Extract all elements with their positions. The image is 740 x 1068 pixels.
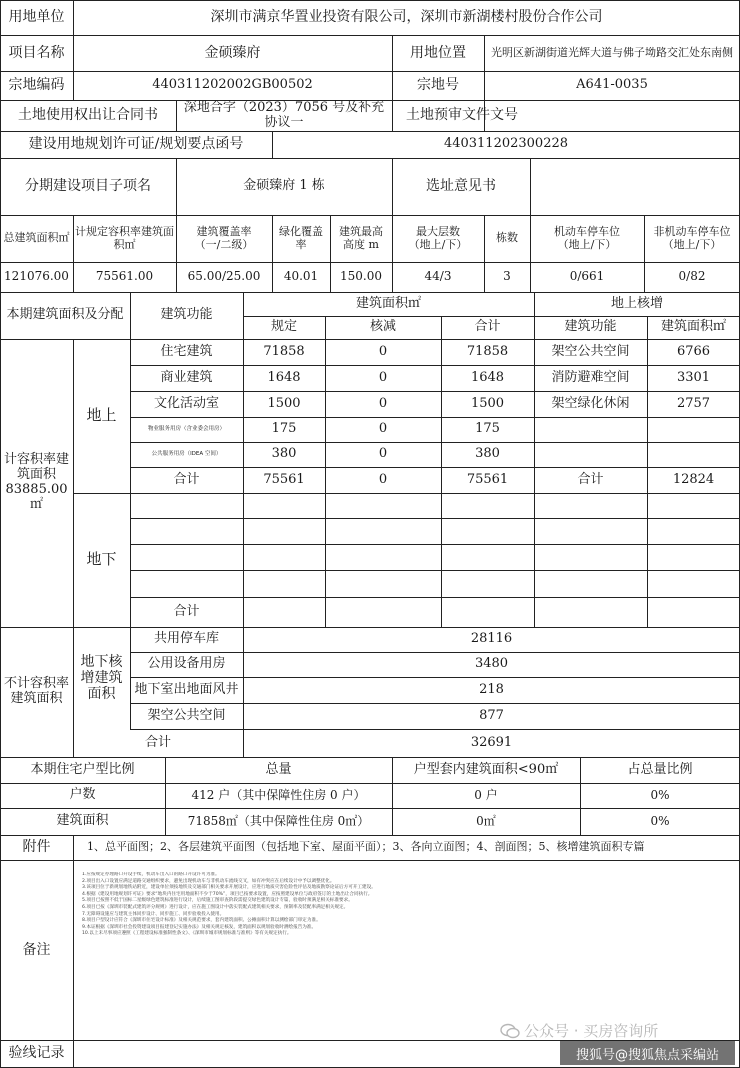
row-inc-area <box>647 442 740 467</box>
row-deduct: 0 <box>378 395 388 411</box>
parcel-no-value: A641-0035 <box>576 77 648 93</box>
row-deduct: 0 <box>378 369 388 385</box>
above-total-inc-name: 合计 <box>577 471 604 487</box>
sub-project-value: 金硕臻府 1 栋 <box>243 178 325 194</box>
permit-label: 建设用地规划许可证/规划要点函号 <box>28 136 244 153</box>
row-spec: 380 <box>271 446 297 462</box>
preliminary-label: 土地预审文件文号 <box>406 107 518 124</box>
indicator-header-floors: 最大层数（地上/下） <box>408 224 468 251</box>
above-ground-label: 地上 <box>86 406 117 425</box>
parcel-code-label: 宗地编码 <box>8 77 65 94</box>
inc-function-header: 建筑功能 <box>564 319 617 335</box>
indicator-header-car-parking: 机动车停车位（地上/下） <box>554 224 620 251</box>
row-inc-area: 2757 <box>676 395 711 411</box>
land-user-value: 深圳市满京华置业投资有限公司，深圳市新湖楼村股份合作公司 <box>210 9 603 26</box>
project-name-value: 金硕臻府 <box>204 44 261 61</box>
row-deduct: 0 <box>378 446 388 462</box>
area-ratio-total: 71858㎡（其中保障性住房 0㎡） <box>187 813 370 828</box>
account-watermark-text: 公众号 · 买房咨询所 <box>524 1022 659 1040</box>
attachments-label: 附件 <box>22 839 51 856</box>
row-inc-area <box>647 417 740 442</box>
indicator-value-green: 40.01 <box>283 269 319 284</box>
inc-area-header: 建筑面积㎡ <box>660 319 726 335</box>
area-group-header: 建筑面积㎡ <box>355 295 421 311</box>
non-far-row-name: 共用停车库 <box>153 631 219 647</box>
indicator-value-total-area: 121076.00 <box>4 269 69 284</box>
non-far-row-value: 3480 <box>474 656 509 672</box>
indicator-header-far-area: 计规定容积率建筑面积㎡ <box>75 224 174 251</box>
indicator-header-total-area: 总建筑面积㎡ <box>3 231 70 245</box>
indicator-header-coverage: 建筑覆盖率（一/二级） <box>194 224 254 251</box>
ratio-col-small: 户型套内建筑面积<90㎡ <box>413 761 559 777</box>
sub-project-label: 分期建设项目子项名 <box>25 178 151 195</box>
row-name: 商业建筑 <box>160 369 213 385</box>
row-inc-area: 6766 <box>676 343 711 359</box>
above-total-inc-area: 12824 <box>672 471 715 487</box>
land-location-label: 用地位置 <box>410 44 466 61</box>
non-far-row-value: 28116 <box>470 631 513 647</box>
below-ground-label: 地下 <box>86 550 117 569</box>
non-far-total-value: 32691 <box>470 734 513 750</box>
row-spec: 1648 <box>267 369 301 385</box>
indicator-value-car-parking: 0/661 <box>569 269 605 284</box>
remark-line: 9.本证根据《深圳市社会投资建设项目报建登记实施办法》及相关规定核发，建筑面积以规划验收时测绘报告为准。 <box>82 924 317 930</box>
remark-line: 1.应按规定办理路口开设手续，机动车出入口的路口开设许可为准。 <box>82 872 220 877</box>
indicator-value-height: 150.00 <box>340 269 382 284</box>
acceptance-value <box>73 1040 553 1067</box>
row-inc-area: 3301 <box>676 369 711 385</box>
contract-value: 深地合字（2023）7056 号及补充协议一 <box>183 100 385 130</box>
above-total-total: 75561 <box>466 471 509 487</box>
above-total-deduct: 0 <box>378 471 388 487</box>
indicator-header-green: 绿化覆盖率 <box>279 224 323 251</box>
row-name: 文化活动室 <box>153 395 219 411</box>
remark-line: 3.该项目位于新规划地铁站附近，建设单位须按地铁及交通部门相关要求开展设计，应进行地质灾害危险性评估及地质勘察论证后方可开工建设。 <box>82 885 376 891</box>
attachments-text: 1、总平面图；2、各层建筑平面图（包括地下室、屋面平面）；3、各向立面图；4、剖面图；5、核增建筑面积专篇 <box>87 840 645 854</box>
households-total: 412 户（其中保障性住房 0 户） <box>191 787 366 802</box>
indicator-value-floors: 44/3 <box>424 269 452 284</box>
non-far-row-value: 218 <box>479 681 504 697</box>
households-label: 户数 <box>69 787 96 803</box>
area-function-header: 建筑功能 <box>160 307 213 323</box>
indicator-value-buildings: 3 <box>503 269 511 284</box>
row-name: 住宅建筑 <box>160 343 213 359</box>
remark-line: 5.项目已按照不低于国标二星级绿色建筑标准进行设计，后续施工图审查阶段需提交绿色建筑设计专篇，验收时须满足相关标准要求。 <box>82 898 353 904</box>
non-far-sub-label: 地下核增建筑面积 <box>80 653 123 703</box>
non-far-row-name: 公用设备用房 <box>147 656 226 672</box>
row-spec: 71858 <box>263 343 305 359</box>
account-watermark <box>500 1020 658 1041</box>
non-far-label: 不计容积率建筑面积 <box>4 676 70 706</box>
area-ratio-pct: 0% <box>650 813 670 828</box>
non-far-row-name: 地下室出地面风井 <box>134 681 239 697</box>
remark-line: 6.项目已按《深圳市装配式建筑评分规则》进行设计，应在施工图设计中落实装配式建筑相关要求，预制率及装配率满足相关规定。 <box>82 904 349 910</box>
area-ratio-label: 建筑面积 <box>56 813 109 829</box>
above-total-spec: 75561 <box>263 471 305 487</box>
row-inc-name: 架空公共空间 <box>551 343 630 359</box>
remark-line: 2.项目出入口设置应满足道路交通组织要求，避免出现机动车与非机动车流线交叉，如有冲突应在后续设计中予以调整优化。 <box>82 878 335 884</box>
parcel-no-label: 宗地号 <box>417 77 459 94</box>
area-ratio-small: 0㎡ <box>476 813 496 828</box>
households-small: 0 户 <box>474 787 498 802</box>
remark-line: 4.根据《建设用地规划许可证》要求“地块内住宅用地面积不少于70%”，项目已按要求设置，应按照建设单位与政府签订的土地出让合同执行。 <box>82 891 373 897</box>
parcel-code-value: 440311202002GB00502 <box>152 77 313 93</box>
increase-group-header: 地上核增 <box>610 295 663 311</box>
indicator-value-far-area: 75561.00 <box>95 269 154 284</box>
far-area-label: 计容积率建筑面积 83885.00㎡ <box>3 452 69 512</box>
acceptance-label: 验线记录 <box>8 1045 65 1062</box>
land-user-label: 用地单位 <box>8 9 65 26</box>
indicator-header-height: 建筑最高高度 m <box>339 224 383 251</box>
remark-line: 7.无障碍设施应与建筑主体同步设计、同步施工、同步验收投入使用。 <box>82 911 225 917</box>
row-total: 175 <box>475 421 500 437</box>
row-inc-name: 架空绿化休闲 <box>551 395 630 411</box>
indicator-header-bike-parking: 非机动车停车位（地上/下） <box>653 224 731 251</box>
row-deduct: 0 <box>378 343 388 359</box>
col-deduct-header: 核减 <box>369 319 396 335</box>
row-name: 物业服务用房（含业委会用房） <box>147 426 225 433</box>
row-total: 71858 <box>466 343 509 359</box>
area-section-label: 本期建筑面积及分配 <box>6 307 124 323</box>
indicator-value-coverage: 65.00/25.00 <box>187 269 261 284</box>
above-total-name: 合计 <box>173 471 200 487</box>
wechat-icon <box>500 1023 520 1039</box>
row-inc-name: 消防避难空间 <box>551 369 630 385</box>
permit-value: 440311202300228 <box>443 136 569 152</box>
ratio-label: 本期住宅户型比例 <box>30 761 135 777</box>
col-specified-header: 规定 <box>270 319 297 335</box>
row-total: 1648 <box>470 369 505 385</box>
row-total: 380 <box>475 446 500 462</box>
below-total-name: 合计 <box>173 603 200 619</box>
remarks-text <box>82 872 722 1032</box>
row-name: 公共服务用房（IDEA 空间） <box>151 451 222 458</box>
project-name-label: 项目名称 <box>8 44 65 61</box>
col-total-header: 合计 <box>474 319 501 335</box>
row-deduct: 0 <box>378 421 388 437</box>
site-opinion-value <box>530 158 740 215</box>
source-watermark-bar: 搜狐号@搜狐焦点采编站 <box>560 1041 735 1065</box>
contract-label: 土地使用权出让合同书 <box>18 107 158 124</box>
indicator-header-buildings: 栋数 <box>496 231 518 245</box>
site-opinion-label: 选址意见书 <box>426 178 496 195</box>
ratio-col-total: 总量 <box>265 761 292 777</box>
remarks-label: 备注 <box>22 941 51 958</box>
households-pct: 0% <box>650 787 670 802</box>
ratio-col-pct: 占总量比例 <box>627 761 693 777</box>
preliminary-value <box>532 100 740 131</box>
remark-line: 8.项目户型设计应符合《深圳市住宅设计标准》及相关规范要求，套内建筑面积、公摊面积计算以测绘部门审定为准。 <box>82 918 321 924</box>
non-far-row-name: 架空公共空间 <box>147 707 226 723</box>
land-location-value: 光明区新湖街道光辉大道与佛子坳路交汇处东南侧 <box>491 45 733 59</box>
row-total: 1500 <box>470 395 505 411</box>
row-inc-name <box>534 417 647 442</box>
remark-line: 10.以上未尽事项应遵照《工程建设标准强制性条文》、《深圳市城市规划标准与准则》等有关规定执行。 <box>82 931 292 937</box>
non-far-total-name: 合计 <box>144 734 171 750</box>
non-far-row-value: 877 <box>479 707 504 723</box>
row-spec: 1500 <box>267 395 301 411</box>
row-spec: 175 <box>271 421 297 437</box>
indicator-value-bike-parking: 0/82 <box>678 269 706 284</box>
row-inc-name <box>534 442 647 467</box>
